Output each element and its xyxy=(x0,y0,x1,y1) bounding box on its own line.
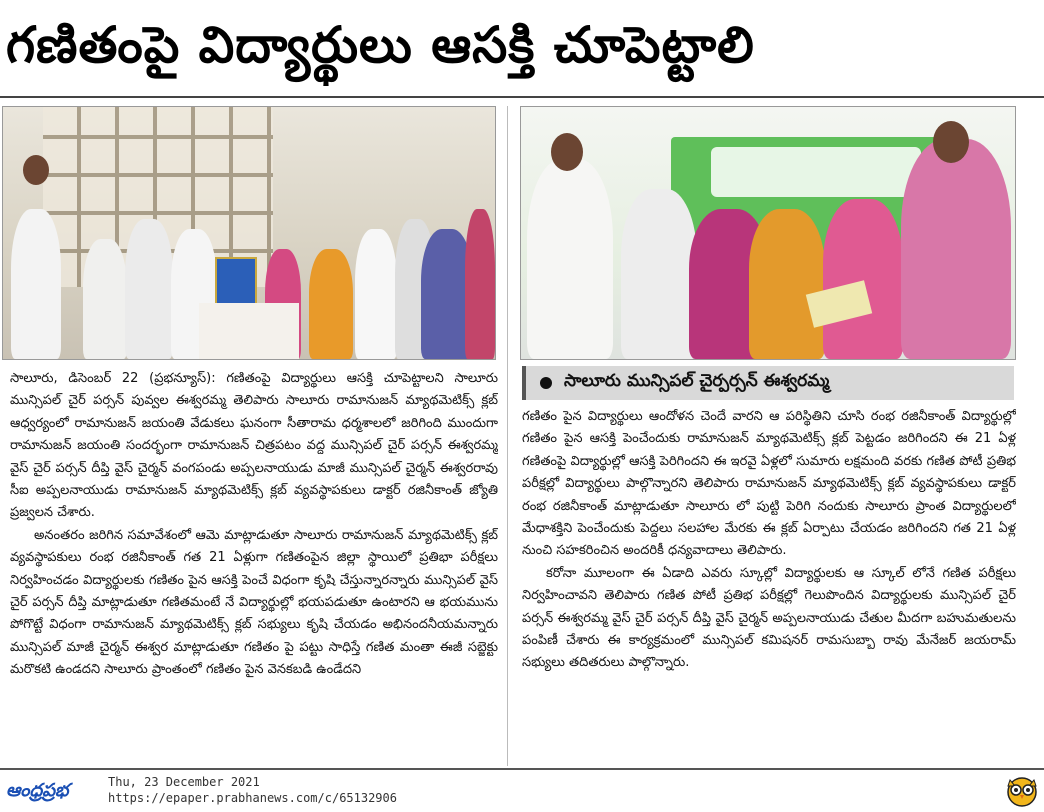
column-divider xyxy=(507,106,508,766)
photo-person xyxy=(749,209,825,359)
photo-person xyxy=(355,229,397,359)
event-photo-left xyxy=(2,106,496,360)
newspaper-logo: ఆంధ్రప్రభ xyxy=(6,780,69,801)
photo-person xyxy=(11,209,61,359)
photo-person xyxy=(83,239,127,359)
photo-person xyxy=(465,209,495,359)
event-photo-right xyxy=(520,106,1016,360)
article-body-left xyxy=(10,368,498,766)
photo-person xyxy=(125,219,173,359)
epaper-link[interactable]: https://epaper.prabhanews.com/c/65132906 xyxy=(108,791,397,805)
photo-person xyxy=(823,199,903,359)
photo-person xyxy=(901,139,1011,359)
paragraph: కరోనా మూలంగా ఈ ఏడాది ఎవరు స్కూల్లో విద్యార్థులకు ఆ స్కూల్ లోనే గణిత పరీక్షలు నిర్వహించావని తెలిపారు గణిత పోటీ ప్రతిభ పరీక్షల్లో గెలుపొందిన విద్యార్థులకు మున్సిపల్ చైర్ పర్సన్ ఈశ్వరమ్మ వైస్ చైర్ పర్సన్ దీప్తి వైస్ చైర్మన్ అప్పలనాయుడు చేతుల మీదగా బహుమతులను పంపిణీ చేశారు ఈ కార్యక్రమంలో మున్సిపల్ కమిషనర్ రామసుబ్బా రావు మేనేజర్ జయరామ్ సభ్యులు తదితరులు పాల్గొన్నారు. xyxy=(522,565,1016,671)
issue-date: Thu, 23 December 2021 xyxy=(108,775,260,789)
footer-rule xyxy=(0,768,1044,770)
bullet-icon xyxy=(540,377,552,389)
headline-rule xyxy=(0,96,1044,98)
table-cloth xyxy=(199,303,299,359)
paragraph: అనంతరం జరిగిన సమావేశంలో ఆమె మాట్లాడుతూ సాలూరు రామానుజన్ మ్యాథమెటిక్స్ క్లబ్ వ్యవస్థాపకులు రంభ రజినీకాంత్ గత 21 ఏళ్లుగా గణితంపైన జిల్లా స్థాయిలో ప్రతిభా పరీక్షలు నిర్వహించడం విద్యార్థులకు గణితం పైన ఆసక్తి పెంచే విధంగా కృషి చేస్తున్నారన్నారు మున్సిపల్ వైస్ చైర్ పర్సన్ దీప్తి మాట్లాడుతూ గణితమంటే నే విద్యార్థుల్లో భయపడుతూ ఉంటారని ఆ భయమును పోగొట్టే విధంగా రామానుజన్ మ్యాథమెటిక్స్ క్లబ్ సభ్యులు కృషి చేయడం అభినందనీయమన్నారు మున్సిపల్ మాజీ చైర్మన్ ఈశ్వర మాట్లాడుతూ గణితం పై పట్టు సాధిస్తే గణిత మంతా ఈజీ సబ్జెక్టు మరొకటి ఉండదని సాలూరు ప్రాంతంలో గణితం పైన వెనకబడి ఉండేదని xyxy=(10,527,498,678)
photo-head xyxy=(933,121,969,163)
headline: గణితంపై విద్యార్థులు ఆసక్తి చూపెట్టాలి xyxy=(6,16,755,74)
photo-head xyxy=(23,155,49,185)
article-body-right xyxy=(522,406,1016,754)
subheading xyxy=(522,366,1014,400)
paragraph: గణితం పైన విద్యార్థులు ఆందోళన చెందే వారని ఆ పరిస్థితిని చూసి రంభ రజినీకాంత్ విద్యార్థుల్లో గణితం పైన ఆసక్తి పెంచేందుకు రామానుజన్ మ్యాథమెటిక్స్ క్లబ్ పెట్టడం జరిగిందని ఈ 21 ఏళ్ల గణితంపై విద్యార్థుల్లో ఆసక్తి పెరిగిందని ఈ ఇరవై ఏళ్లలో సుమారు లక్షమంది వరకు గణిత పోటీ ప్రతిభ పరీక్షల్లో విద్యార్థులు పాల్గొన్నారని తెలిపారు రామానుజన్ మ్యాథమెటిక్స్ క్లబ్ వ్యవస్థాపకులు డాక్టర్ రంభ రజినీకాంత్ మాట్లాడుతూ సాలూరు లో పుట్టి పెరిగి నందుకు సాలూరు ప్రాంత విద్యార్థులలో మేధాశక్తిని పెంచేందుకు పెద్దలు సలహాల మేరకు ఈ క్లబ్ ఏర్పాటు చేయడం జరిగిందని గత 21 ఏళ్ల నుంచి సహకరించిన అందరికీ ధన్యవాదాలు తెలిపారు. xyxy=(522,409,1016,559)
owl-icon xyxy=(1004,772,1040,808)
photo-head xyxy=(551,133,583,171)
subheading-text: సాలూరు మున్సిపల్ చైర్పర్సన్ ఈశ్వరమ్మ xyxy=(564,371,830,391)
photo-person xyxy=(621,189,697,359)
photo-person xyxy=(527,159,613,359)
photo-person xyxy=(309,249,353,359)
photo-banner-panel xyxy=(711,147,921,197)
paragraph: సాలూరు, డిసెంబర్ 22 (ప్రభన్యూస్): గణితంపై విద్యార్థులు ఆసక్తి చూపెట్టాలని సాలూరు మున్సిపల్ చైర్ పర్సన్ పువ్వల ఈశ్వరమ్మ తెలిపారు సాలూరు రామానుజన్ మ్యాథమెటిక్స్ క్లబ్ ఆధ్వర్యంలో రామానుజన్ జయంతి వేడుకలు ఘనంగా సీతారామ ధర్మశాలలో జరిగింది ముందుగా రామానుజన్ జయంతి సందర్భంగా రామానుజన్ చిత్రపటం వద్ద మున్సిపల్ చైర్ పర్సన్ ఈశ్వరమ్మ వైస్ చైర్ పర్సన్ దీప్తి వైస్ చైర్మన్ వంగపండు అప్పలనాయుడు మాజీ మున్సిపల్ చైర్మన్ ఈశ్వరరావు సీఐ అప్పలనాయుడు రామానుజన్ మ్యాథమెటిక్స్ క్లబ్ వ్యవస్థాపకులు డాక్టర్ రజినీకాంత్ జ్యోతి ప్రజ్వలన చేశారు. xyxy=(10,371,498,521)
footer-meta xyxy=(108,774,708,808)
